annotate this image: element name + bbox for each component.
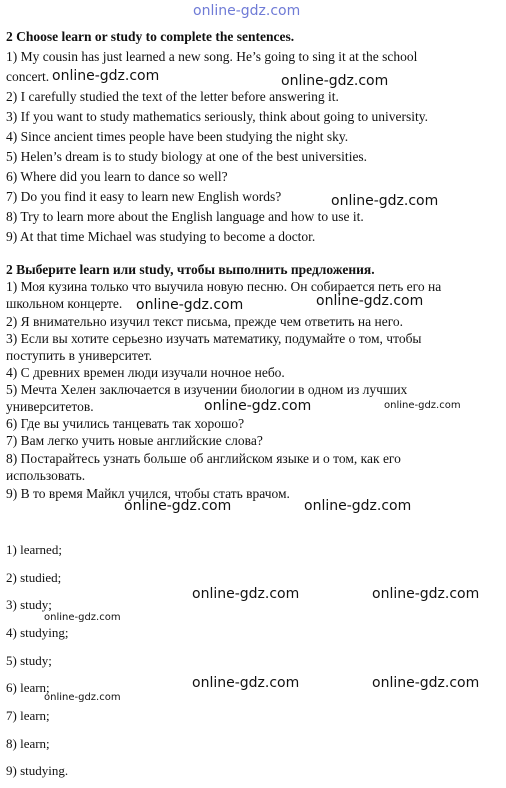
answer-5: 5) study;: [6, 653, 52, 668]
russian-line-3b: поступить в университет.: [6, 348, 153, 363]
russian-line-5a: 5) Мечта Хелен заключается в изучении биологии в одном из лучших: [6, 382, 408, 397]
watermark: online-gdz.com: [281, 73, 389, 89]
russian-line-8b: использовать.: [6, 468, 86, 483]
watermark: online-gdz.com: [331, 193, 439, 209]
watermark: online-gdz.com: [192, 675, 300, 691]
answer-6: 6) learn;: [6, 680, 50, 695]
russian-line-1b: школьном концерте.: [6, 296, 123, 311]
watermark: online-gdz.com: [44, 692, 121, 703]
watermark: online-gdz.com: [124, 498, 232, 514]
answer-1: 1) learned;: [6, 542, 62, 557]
watermark: online-gdz.com: [384, 400, 461, 411]
russian-line-1a: 1) Моя кузина только что выучила новую песню. Он собирается петь его на: [6, 279, 442, 294]
english-line-3: 3) If you want to study mathematics seriously, think about going to university.: [6, 109, 428, 124]
watermark: online-gdz.com: [372, 586, 480, 602]
answer-2: 2) studied;: [6, 570, 62, 585]
russian-line-9: 9) В то время Майкл учился, чтобы стать врачом.: [6, 486, 290, 501]
watermark: online-gdz.com: [316, 293, 424, 309]
answer-3: 3) study;: [6, 597, 52, 612]
watermark: online-gdz.com: [204, 398, 312, 414]
english-line-2: 2) I carefully studied the text of the letter before answering it.: [6, 89, 339, 104]
watermark: online-gdz.com: [52, 68, 160, 84]
english-line-1a: 1) My cousin has just learned a new song. He’s going to sing it at the school: [6, 49, 418, 64]
watermark: online-gdz.com: [192, 586, 300, 602]
watermark: online-gdz.com: [304, 498, 412, 514]
english-heading: 2 Choose learn or study to complete the sentences.: [6, 29, 295, 44]
answer-4: 4) studying;: [6, 625, 69, 640]
russian-line-5b: университетов.: [6, 399, 94, 414]
watermark: online-gdz.com: [44, 612, 121, 623]
watermark: online-gdz.com: [372, 675, 480, 691]
english-line-8: 8) Try to learn more about the English language and how to use it.: [6, 209, 364, 224]
answer-7: 7) learn;: [6, 708, 50, 723]
english-line-5: 5) Helen’s dream is to study biology at one of the best universities.: [6, 149, 368, 164]
russian-line-7: 7) Вам легко учить новые английские слова?: [6, 433, 263, 448]
watermark-top: online-gdz.com: [193, 3, 301, 19]
russian-line-4: 4) С древних времен люди изучали ночное небо.: [6, 365, 285, 380]
russian-line-6: 6) Где вы учились танцевать так хорошо?: [6, 416, 245, 431]
russian-line-3a: 3) Если вы хотите серьезно изучать математику, подумайте о том, чтобы: [6, 331, 422, 346]
english-line-4: 4) Since ancient times people have been studying the night sky.: [6, 129, 349, 144]
english-line-1b: concert.: [6, 69, 50, 84]
english-line-6: 6) Where did you learn to dance so well?: [6, 169, 228, 184]
russian-line-8a: 8) Постарайтесь узнать больше об английском языке и о том, как его: [6, 451, 401, 466]
english-line-9: 9) At that time Michael was studying to become a doctor.: [6, 229, 316, 244]
answer-8: 8) learn;: [6, 736, 50, 751]
answer-9: 9) studying.: [6, 763, 69, 778]
watermark: online-gdz.com: [136, 297, 244, 313]
english-line-7: 7) Do you find it easy to learn new English words?: [6, 189, 282, 204]
russian-line-2: 2) Я внимательно изучил текст письма, прежде чем ответить на него.: [6, 314, 404, 329]
russian-heading: 2 Выберите learn или study, чтобы выполнить предложения.: [6, 262, 375, 277]
